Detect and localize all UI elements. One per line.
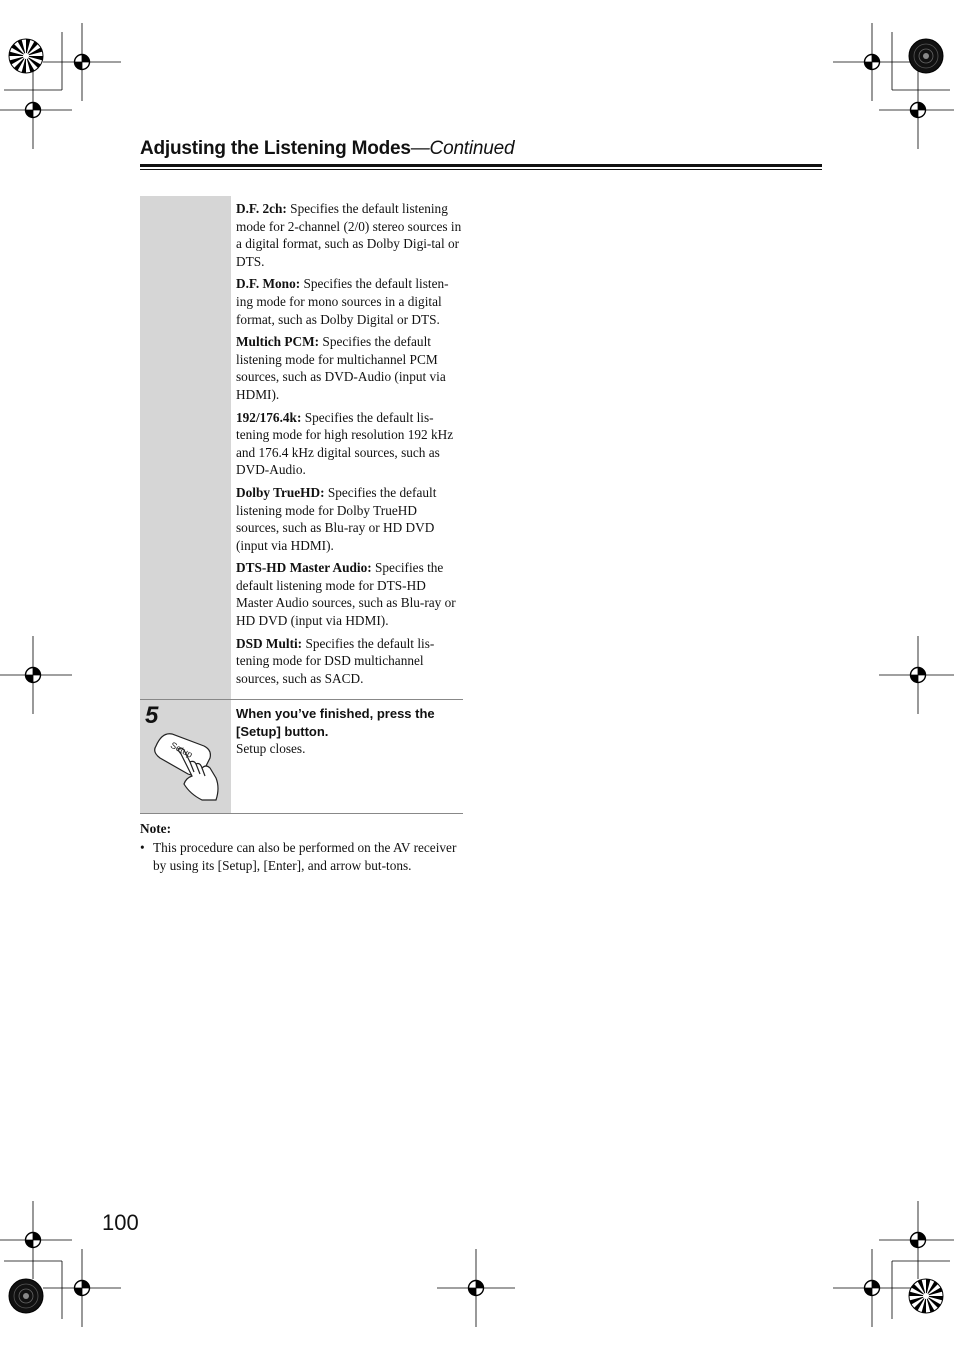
list-item [236,559,463,629]
list-item [236,635,463,688]
listening-mode-list [236,200,463,692]
term: D.F. Mono: [236,276,301,292]
list-item [236,200,463,270]
step-divider [140,699,463,700]
list-item [236,409,463,479]
step-column-shade [140,196,231,699]
step-body: Setup closes. [236,741,306,756]
setup-button-label: Setup [168,739,195,760]
step-heading: When you’ve finished, press the [Setup] button. [236,706,435,739]
term: DSD Multi: [236,635,303,651]
list-item [236,333,463,403]
term-description: Specifies the default listening mode for 2-channel (2/0) stereo sources in a digital format, such as Dolby Digi-tal or DTS. [236,201,462,269]
header-rule-thin [140,169,822,170]
list-item [236,275,463,328]
term-description: Specifies the default lis-tening mode for high resolution 192 kHz and 176.4 kHz digital sources, such as DVD-Audio. [236,409,454,478]
continued-label: —Continued [410,138,515,159]
setup-button-hand-icon [148,728,226,804]
term: 192/176.4k: [236,409,302,425]
note-title: Note: [140,821,172,836]
term-description: Specifies the default listening mode for Dolby TrueHD sources, such as Blu-ray or HD DVD (input via HDMI). [236,484,437,553]
term-description: Specifies the default listen-ing mode for mono sources in a digital format, such as Dolby Digital or DTS. [236,276,449,327]
term: D.F. 2ch: [236,201,287,216]
term: Multich PCM: [236,334,320,350]
section-title: Adjusting the Listening Modes [140,138,411,159]
term-description: Specifies the default listening mode for DTS-HD Master Audio sources, such as Blu-ray or HD DVD (input via HDMI). [236,560,456,629]
term-description: Specifies the default lis-tening mode for DSD multichannel sources, such as SACD. [236,635,435,686]
term-description: Specifies the default listening mode for multichannel PCM sources, such as DVD-Audio (input via HDMI). [236,334,446,402]
header-rule-thick [140,164,822,167]
list-item [236,484,463,554]
step-end-divider [140,813,463,814]
step-number: 5 [145,702,159,729]
note-item [140,839,465,874]
note-text: This procedure can also be performed on the AV receiver by using its [Setup], [Enter], and arrow but-tons. [153,840,457,873]
bullet: • [140,840,145,855]
page-header-title [140,138,514,160]
term: DTS-HD Master Audio: [236,560,372,576]
term: Dolby TrueHD: [236,484,325,500]
page-number: 100 [102,1210,139,1235]
